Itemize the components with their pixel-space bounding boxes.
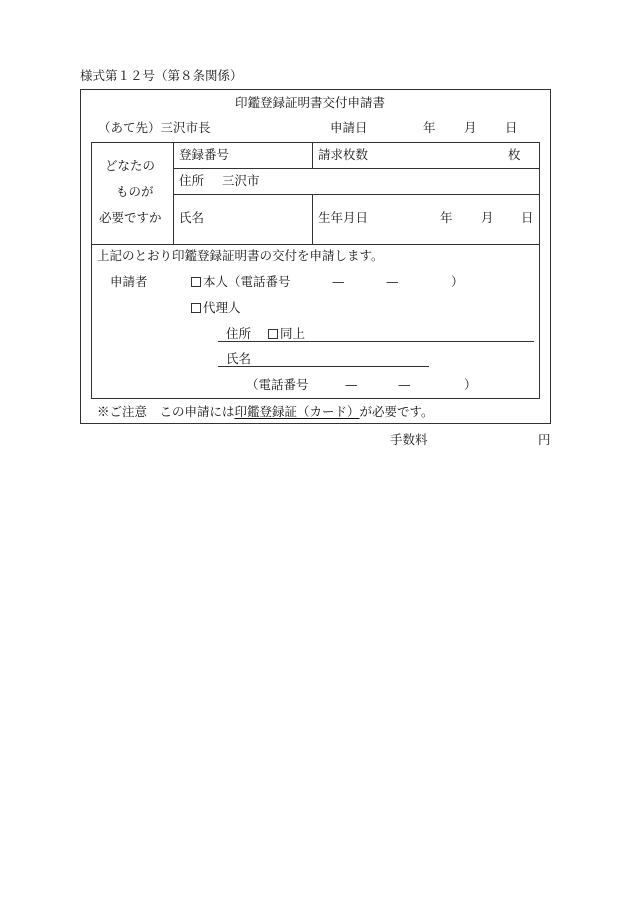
birthdate-label: 生年月日 (318, 210, 369, 225)
phone-dash-1: — (332, 274, 345, 289)
fee-unit: 円 (538, 432, 551, 447)
proxy-phone-dash-2: — (398, 377, 411, 392)
application-statement: 上記のとおり印鑑登録証明書の交付を申請します。 (97, 248, 384, 263)
same-as-above-checkbox[interactable] (268, 329, 278, 339)
request-count-label: 請求枚数 (318, 147, 369, 162)
self-checkbox[interactable] (191, 277, 201, 287)
address-label: 住所 (179, 173, 205, 188)
notice-suffix: が必要です。 (359, 404, 434, 419)
proxy-phone-dash-1: — (345, 377, 358, 392)
application-date-day: 日 (505, 120, 518, 135)
proxy-phone-close-paren: ） (464, 377, 477, 392)
proxy-name-label: 氏名 (226, 351, 252, 366)
details-table (91, 142, 540, 399)
proxy-phone-label: （電話番号 (246, 377, 309, 392)
whose-heading-line1: どなたの (105, 158, 156, 173)
name-label: 氏名 (179, 210, 205, 225)
same-as-above-option[interactable] (268, 328, 305, 341)
form-number: 様式第１２号（第８条関係） (80, 68, 243, 83)
application-date-month: 月 (464, 120, 477, 135)
proxy-name-line (218, 366, 429, 367)
whose-heading-line3: 必要ですか (99, 210, 162, 225)
form-title: 印鑑登録証明書交付申請書 (235, 95, 386, 110)
birth-year: 年 (440, 210, 453, 225)
proxy-checkbox[interactable] (191, 303, 201, 313)
self-option-label: 本人（電話番号 (203, 274, 291, 289)
applicant-label: 申請者 (110, 274, 148, 289)
birth-day: 日 (521, 210, 534, 225)
proxy-option-label: 代理人 (203, 300, 241, 315)
registration-number-label: 登録番号 (179, 147, 230, 162)
addressee: （あて先）三沢市長 (98, 120, 211, 135)
notice-prefix: ※ご注意 この申請には (97, 404, 235, 419)
birth-month: 月 (481, 210, 494, 225)
phone-dash-2: — (386, 274, 399, 289)
proxy-address-line (218, 341, 534, 342)
notice-card: 印鑑登録証（カード） (234, 404, 360, 419)
address-value: 三沢市 (222, 173, 260, 188)
request-count-unit: 枚 (508, 147, 521, 162)
proxy-option[interactable] (191, 302, 241, 315)
whose-heading-line2: ものが (116, 184, 154, 199)
application-date-year: 年 (423, 120, 436, 135)
application-date-label: 申請日 (330, 120, 368, 135)
notice (97, 406, 434, 419)
proxy-address-label: 住所 (226, 326, 252, 341)
phone-close-paren: ） (451, 274, 464, 289)
self-option[interactable] (191, 276, 291, 289)
fee-label: 手数料 (390, 432, 428, 447)
same-as-above-label: 同上 (280, 326, 306, 341)
